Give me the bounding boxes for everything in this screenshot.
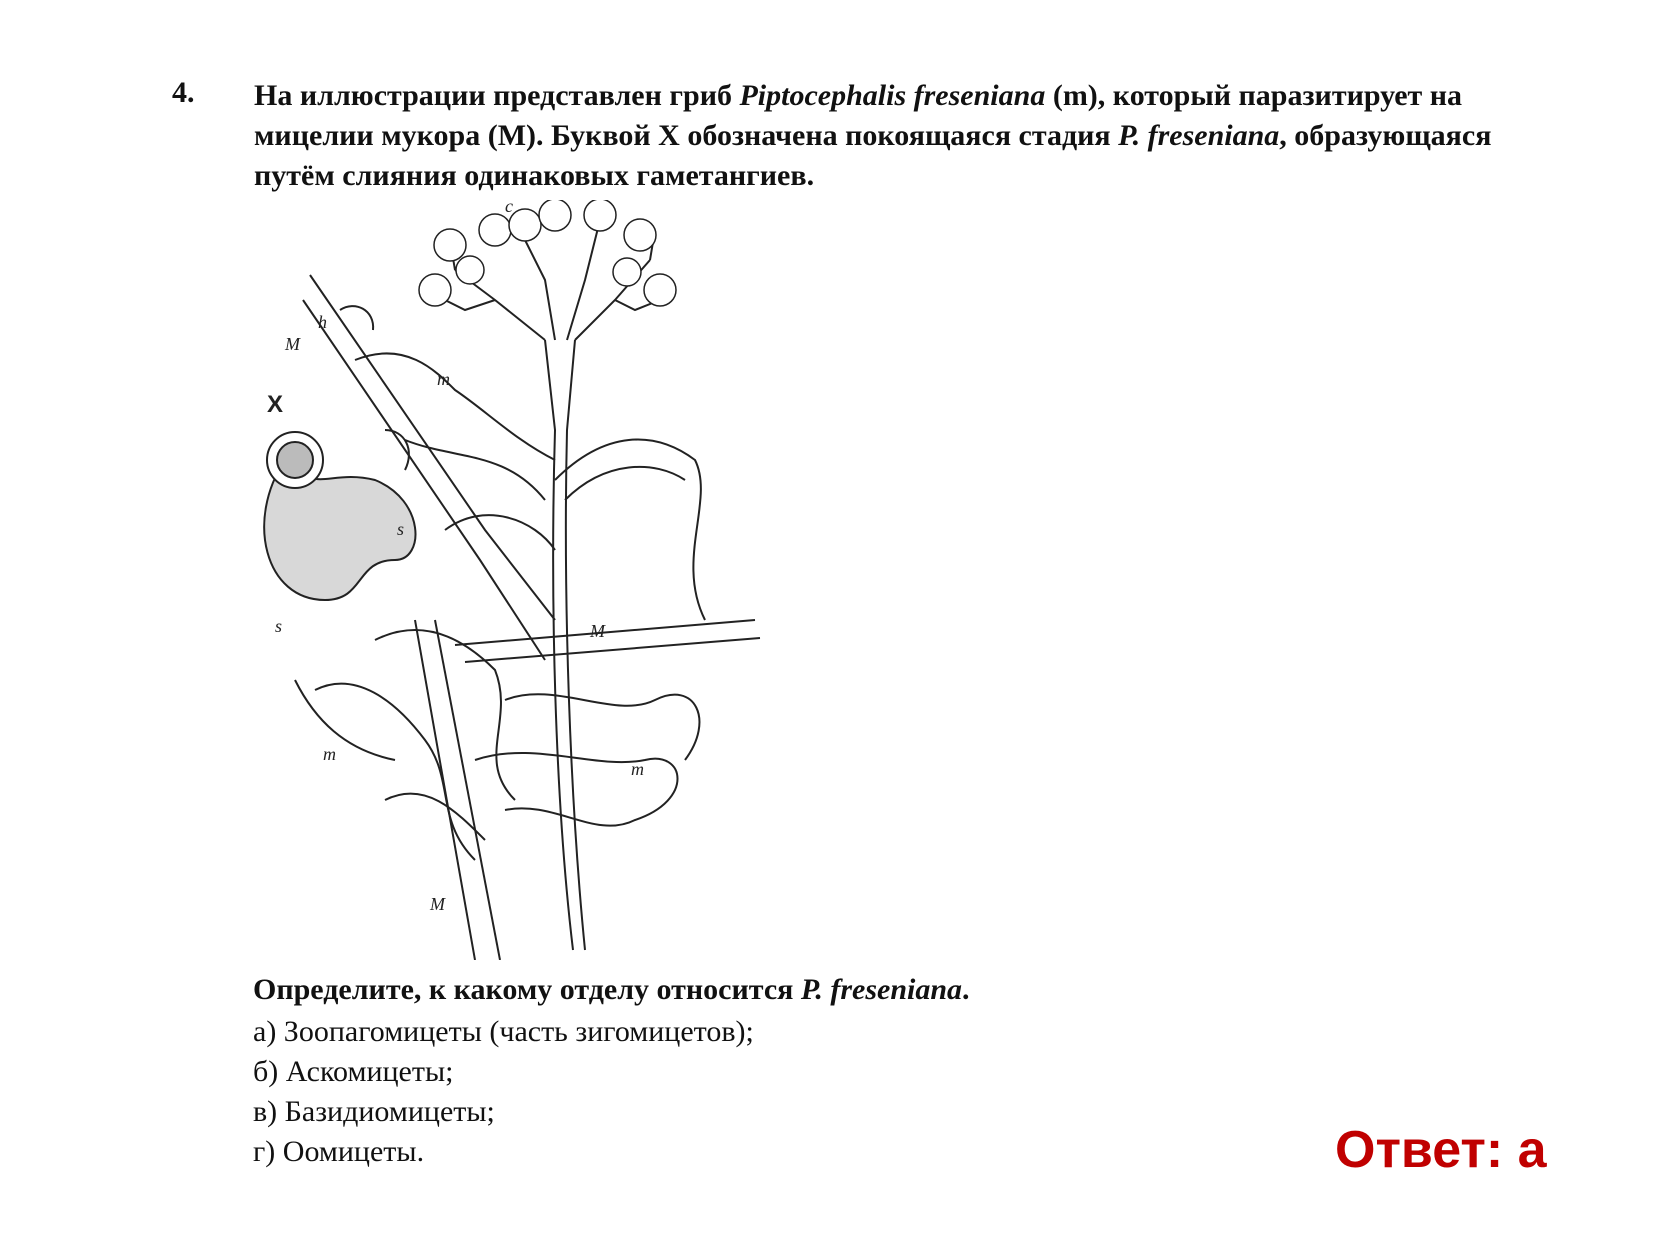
sporangiophore-stalk bbox=[545, 340, 573, 950]
question-text-part3: , образующаяся путём слияния одинаковых гаметангиев. bbox=[254, 119, 1492, 192]
sporangium-cluster bbox=[419, 274, 451, 306]
sporangium-cluster bbox=[584, 200, 616, 231]
label-x: X bbox=[267, 391, 284, 418]
sporangium-cluster bbox=[456, 256, 484, 284]
sporangium-cluster bbox=[613, 258, 641, 286]
label-h: h bbox=[318, 312, 327, 332]
label-c: c bbox=[505, 200, 513, 216]
question-text bbox=[254, 76, 1574, 196]
option-b: б) Аскомицеты; bbox=[253, 1055, 454, 1088]
label-M: M bbox=[430, 894, 445, 914]
prompt-text: Определите, к какому отделу относится bbox=[253, 973, 801, 1006]
label-m: m bbox=[437, 369, 450, 389]
answer-text: Ответ: а bbox=[1335, 1121, 1547, 1179]
answer-options bbox=[253, 1012, 754, 1172]
sporangium-cluster bbox=[624, 219, 656, 251]
question-number: 4. bbox=[172, 76, 195, 109]
sporangium-cluster bbox=[539, 200, 571, 231]
prompt-species: P. freseniana bbox=[800, 973, 963, 1006]
label-M: M bbox=[590, 621, 605, 641]
label-s: s bbox=[397, 519, 405, 539]
mucor-hypha-line bbox=[465, 638, 760, 662]
sporangium-cluster bbox=[509, 209, 541, 241]
option-d: г) Оомицеты. bbox=[253, 1135, 425, 1168]
option-a: а) Зоопагомицеты (часть зигомицетов); bbox=[253, 1015, 754, 1048]
prompt-end: . bbox=[962, 973, 970, 1006]
sporangiophore-stalk bbox=[566, 340, 585, 950]
question-text-part1: На иллюстрации представлен гриб bbox=[254, 79, 740, 112]
question-text-part2: (m), который паразитирует на мицелии мукора (M). Буквой X обозначена покоящаяся стадия bbox=[254, 79, 1463, 152]
option-c: в) Базидиомицеты; bbox=[253, 1095, 495, 1128]
label-s: s bbox=[275, 616, 283, 636]
species-short-name: P. freseniana bbox=[1118, 119, 1280, 152]
sporangium-cluster bbox=[434, 229, 466, 261]
label-m: m bbox=[631, 759, 644, 779]
sporangium-cluster bbox=[479, 214, 511, 246]
prompt-question bbox=[253, 970, 970, 1010]
species-full-name: Piptocephalis freseniana bbox=[739, 79, 1046, 112]
sporangium-cluster bbox=[644, 274, 676, 306]
label-M: M bbox=[285, 334, 300, 354]
fungus-illustration bbox=[255, 200, 775, 960]
label-m: m bbox=[323, 744, 336, 764]
